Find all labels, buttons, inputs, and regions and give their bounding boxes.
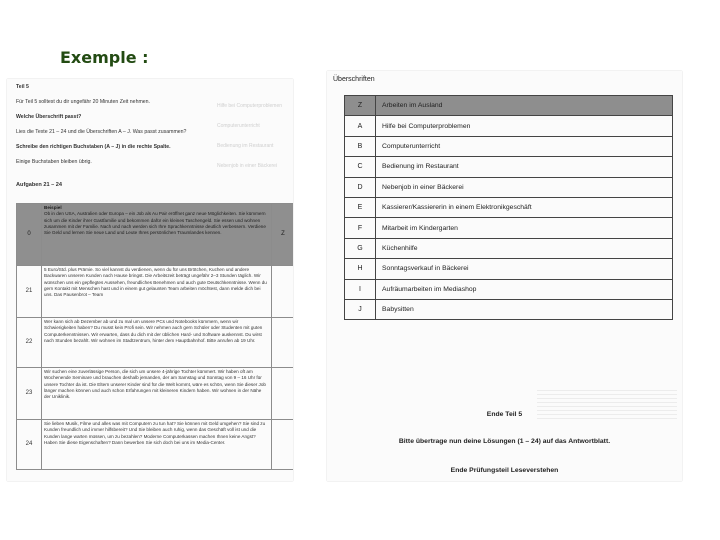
- task-number: 0: [17, 204, 42, 266]
- heading-label: Computerunterricht: [376, 136, 673, 156]
- answer-cell: [272, 266, 294, 318]
- example-row: [17, 204, 294, 266]
- heading-letter: B: [345, 136, 376, 156]
- heading-row: [345, 157, 673, 177]
- heading-label: Arbeiten im Ausland: [376, 96, 673, 116]
- time-instruction: Für Teil 5 solltest du dir ungefähr 20 Minuten Zeit nehmen.: [16, 99, 150, 105]
- heading-letter: G: [345, 238, 376, 258]
- heading-label: Hilfe bei Computerproblemen: [376, 116, 673, 136]
- heading-row: [345, 197, 673, 217]
- transfer-instruction: Bitte übertrage nun deine Lösungen (1 – 24) auf das Antwortblatt.: [398, 438, 611, 445]
- task-number: 23: [17, 368, 42, 420]
- heading-label: Babysitten: [376, 299, 673, 319]
- heading-label: Sonntagsverkauf in Bäckerei: [376, 259, 673, 279]
- task-text: Wir suchen eine zuverlässige Person, die sich um unsere 4-jährige Tochter kümmert. Wir haben oft am Wochenende Seminare und brauchen deshalb jemanden, der am Samstag und Sonntag von 9 – 16 Uhr für unsere Tochter da ist. Die Eltern unserer Kinder sind für die Welt kommt, wäre es schön, wenn Sie dieser Job länger machen können und auch schon Erfahrungen mit kleineren Kindern haben. Wir wohnen in der Nähe der Uniklinik.: [42, 368, 272, 420]
- bleed-through-line: Computerunterricht: [217, 123, 260, 129]
- task-number: 22: [17, 318, 42, 368]
- heading-letter: A: [345, 116, 376, 136]
- tasks-table: [16, 203, 293, 470]
- question: Welche Überschrift passt?: [16, 114, 82, 120]
- heading-label: Aufräumarbeiten im Mediashop: [376, 279, 673, 299]
- slide-title: Exemple :: [60, 48, 149, 67]
- task-text: [42, 204, 272, 266]
- task-number: 21: [17, 266, 42, 318]
- heading-label: Kassierer/Kassiererin in einem Elektronikgeschäft: [376, 197, 673, 217]
- task-row: [17, 318, 294, 368]
- answer-cell: Z: [272, 204, 294, 266]
- heading-row: [345, 218, 673, 238]
- heading-letter: I: [345, 279, 376, 299]
- headings-table: [344, 95, 673, 320]
- example-label: Beispiel: [44, 205, 62, 210]
- task-text: 5 Euro/Std. plus Prämie. So viel kannst du verdienen, wenn du für uns Brötchen, Kuchen und andere Backwaren unseren Kunden nach Hause bringst. Die Arbeitszeit beträgt ungefähr 2–3 Stunden täglich. Wir wünschen uns ein gepflegtes Aussehen, freundliches Benehmen und auch gute Deutschkenntnisse. Wenn du gern Kontakt mit Menschen hast und in einem gut gelaunten Team arbeiten möchtest, dann melde dich bei uns. Das Pausenbrot – Team: [42, 266, 272, 318]
- heading-letter: C: [345, 157, 376, 177]
- answer-cell: [272, 318, 294, 368]
- answer-cell: [272, 420, 294, 470]
- heading-label: Nebenjob in einer Bäckerei: [376, 177, 673, 197]
- heading-row: [345, 299, 673, 319]
- tasks-heading: Aufgaben 21 – 24: [16, 182, 63, 188]
- read-prompt: Lies die Texte 21 – 24 und die Überschriften A – J. Was passt zusammen?: [16, 129, 187, 135]
- task-row: [17, 368, 294, 420]
- task-body: Ob in den USA, Australien oder Europa – ein Job als Au Pair eröffnet ganz neue Möglichkeiten. Sie kümmern sich um die Kinder ihrer Gastfamilie und bekommen dafür ein kleines Taschengeld. Sie essen und wohnen zusammen mit der Familie. Nach und nach werden sich Ihre Sprachkenntnisse deutlich verbessern. Verdiene Sie Geld und lernen Sie neue Land und Leute Ihres persönlichen Traumlandes kennen.: [44, 211, 266, 236]
- answer-cell: [272, 368, 294, 420]
- task-row: [17, 266, 294, 318]
- task-text: Sie lieben Musik, Filme und alles was mit Computern zu tun hat? Sie können mit Geld umgehen? Sie sind zu Kunden freundlich und immer hilfsbereit? Und Sie bleiben auch ruhig, wenn das Geschäft voll ist und die Kunden lange warten müssen, um zu bezahlen? Moderne Computerkassen machen Ihnen keine Angst? Haben Sie diese Eigenschaften? Dann bewerben Sie sich doch bei uns im Media-Center.: [42, 420, 272, 470]
- heading-row: [345, 238, 673, 258]
- heading-label: Mitarbeit im Kindergarten: [376, 218, 673, 238]
- heading-label: Bedienung im Restaurant: [376, 157, 673, 177]
- heading-row: [345, 177, 673, 197]
- heading-letter: D: [345, 177, 376, 197]
- exam-page-headings: [327, 71, 682, 481]
- exam-page-tasks: [7, 79, 293, 481]
- task-text: Wer kann sich ab Dezember ab und zu mal um unsere PCs und Notebooks kümmern, wenn wir Schwierigkeiten haben? Du musst kein Profi sein. Wir nehmen auch gern Schüler oder Studenten mit guten Computerkenntnissen. Wir erwarten, dass du dich mit der üblichen Hard- und Software auskennst. Du wirst nach Stunden bezahlt. Wir wohnen im Stadtzentrum, hinter dem Hauptbahnhof. Bitte anrufen ab 19 Uhr.: [42, 318, 272, 368]
- end-exam-label: Ende Prüfungsteil Leseverstehen: [450, 467, 559, 474]
- heading-letter: J: [345, 299, 376, 319]
- heading-row: [345, 259, 673, 279]
- heading-row: [345, 136, 673, 156]
- heading-letter: F: [345, 218, 376, 238]
- end-part-label: Ende Teil 5: [486, 411, 523, 418]
- write-prompt: Schreibe den richtigen Buchstaben (A – J) in die rechte Spalte.: [16, 144, 171, 150]
- heading-row: [345, 116, 673, 136]
- note: Einige Buchstaben bleiben übrig.: [16, 159, 92, 165]
- part-label: Teil 5: [16, 84, 29, 90]
- bleed-through-line: Bedienung im Restaurant: [217, 143, 274, 149]
- heading-letter: Z: [345, 96, 376, 116]
- heading-label: Küchenhilfe: [376, 238, 673, 258]
- task-number: 24: [17, 420, 42, 470]
- heading-letter: E: [345, 197, 376, 217]
- headings-title: Überschriften: [333, 76, 375, 83]
- heading-row-example: [345, 96, 673, 116]
- heading-letter: H: [345, 259, 376, 279]
- heading-row: [345, 279, 673, 299]
- task-row: [17, 420, 294, 470]
- bleed-through-line: Nebenjob in einer Bäckerei: [217, 163, 278, 169]
- bleed-through-line: Hilfe bei Computerproblemen: [217, 103, 283, 109]
